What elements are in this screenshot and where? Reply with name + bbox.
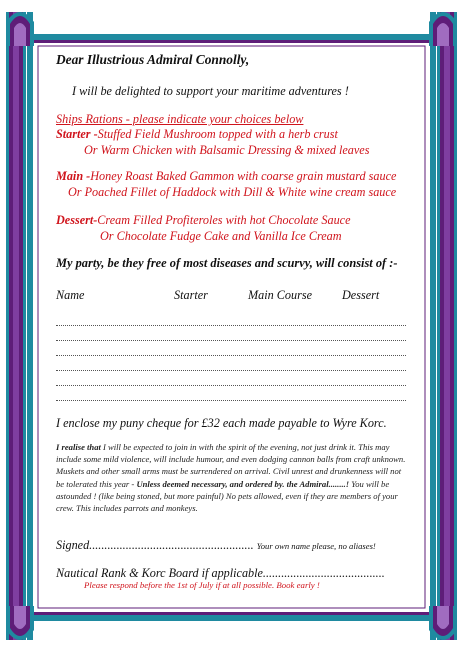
signed-label[interactable]: Signed...................................................... (56, 538, 254, 552)
party-heading: My party, be they free of most diseases and scurvy, will consist of :- (56, 256, 398, 270)
terms-body-1: I will be expected to join in with the spirit of the evening, not just drink it. This may include some mild violence, will include humour, and even dodging cannon balls from craft unknown. Muskets and other small arms must be surrendered on arrival. Civil unrest and drunkenness will not be tolerated this year - (56, 442, 406, 489)
party-entry-line[interactable] (56, 355, 406, 356)
rations-heading: Ships Rations - please indicate your choices below (56, 112, 304, 126)
dessert-label: Dessert- (56, 213, 98, 227)
bottom-border-bar (26, 612, 437, 621)
party-entry-line[interactable] (56, 385, 406, 386)
party-entry-line[interactable] (56, 325, 406, 326)
terms-body-2: You will be astounded ! (like being stoned, but more painful) No pets allowed, even if they are members of your crew. This includes parrots and monkeys. (56, 478, 398, 514)
dessert-option-1: Cream Filled Profiteroles with hot Chocolate Sauce (97, 213, 351, 227)
corner-arch-bottom-right (429, 606, 457, 640)
respond-note: Please respond before the 1st of July if at all possible. Book early ! (84, 580, 320, 590)
main-option-2: Or Poached Fillet of Haddock with Dill & White wine cream sauce (68, 185, 397, 199)
cheque-line: I enclose my puny cheque for £32 each made payable to Wyre Korc. (56, 416, 387, 430)
main-option-1: Honey Roast Baked Gammon with coarse grain mustard sauce (90, 169, 397, 183)
starter-option-1: Stuffed Field Mushroom topped with a herb crust (97, 127, 338, 141)
main-line-1 (56, 169, 396, 184)
right-border-column (430, 12, 457, 640)
rank-line[interactable]: Nautical Rank & Korc Board if applicable........................................ (56, 566, 385, 580)
corner-arch-bottom-left (6, 606, 34, 640)
terms-emphasis: Unless deemed necessary, and ordered by. the Admiral........! (136, 478, 350, 489)
starter-option-2: Or Warm Chicken with Balsamic Dressing & mixed leaves (84, 143, 370, 157)
top-border-bar (26, 34, 437, 43)
column-dessert: Dessert (342, 288, 380, 302)
party-entry-line[interactable] (56, 370, 406, 371)
terms-paragraph (56, 441, 406, 514)
terms-lead: I realise that (56, 442, 101, 452)
signed-line (56, 538, 376, 553)
party-entry-line[interactable] (56, 340, 406, 341)
column-starter: Starter (174, 288, 208, 302)
signed-note: Your own name please, no aliases! (256, 541, 376, 551)
corner-arch-top-right (429, 12, 457, 46)
main-label: Main - (56, 169, 91, 183)
party-entry-line[interactable] (56, 400, 406, 401)
intro-line: I will be delighted to support your maritime adventures ! (72, 84, 349, 98)
salutation: Dear Illustrious Admiral Connolly, (56, 52, 250, 67)
dessert-option-2: Or Chocolate Fudge Cake and Vanilla Ice Cream (100, 229, 342, 243)
corner-arch-top-left (6, 12, 34, 46)
column-name: Name (56, 288, 85, 302)
starter-label: Starter - (56, 127, 98, 141)
column-main-course: Main Course (248, 288, 312, 302)
left-border-column (6, 12, 33, 640)
dessert-line-1 (56, 213, 351, 228)
starter-line-1 (56, 127, 338, 142)
